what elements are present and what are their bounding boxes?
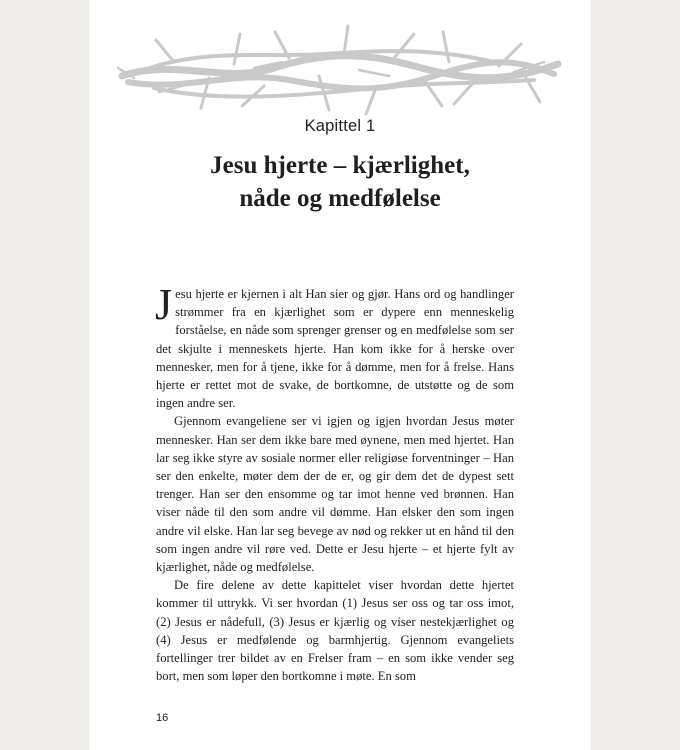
paragraph-1-text: esu hjerte er kjernen i alt Han sier og gjør. Hans ord og handlinger strømmer fra en kjærlighet som er dypere enn menneskelig forståelse, en nåde som sprenger grenser og en medfølelse som ser det skjulte i menneskets hjerte. Han kom ikke for å herske over mennesker, men for å tjene, ikke for å dømme, men for å frelse. Hans hjerte er rettet mot de svake, de bortkomne, de utstøtte og de som ingen andre ser. — [156, 287, 514, 411]
crown-of-thorns-icon — [114, 18, 566, 128]
page-number: 16 — [156, 712, 169, 724]
book-page — [89, 0, 591, 750]
paragraph-2: Gjennom evangeliene ser vi igjen og igjen hvordan Jesus møter mennesker. Han ser dem ikke bare med øynene, men med hjertet. Han lar seg ikke styre av sosiale normer eller religiøse forventninger – Han ser den enkelte, møter dem der de er, og gir dem det de dypest sett trenger. Han ser den ensomme og tar imot henne ved brønnen. Han viser nåde til den som andre vil dømme. Han elsker den som ingen andre vil elske. Han lar seg bevege av nød og rekker ut en hånd til den som ingen andre vil røre ved. Dette er Jesu hjerte – et hjerte fylt av kjærlighet, nåde og medfølelse. — [156, 414, 514, 575]
chapter-title-line-2: nåde og medfølelse — [239, 185, 441, 212]
chapter-title — [89, 149, 591, 215]
chapter-title-line-1: Jesu hjerte – kjærlighet, — [210, 152, 470, 179]
paragraph-1 — [155, 280, 514, 412]
paragraph-3: De fire delene av dette kapittelet viser hvordan dette hjertet kommer til uttrykk. Vi ser hvordan (1) Jesus ser oss og tar oss imot, (2) Jesus er nådefull, (3) Jesus er kjærlig og viser nestekjærlighet og (4) Jesus er medfølende og barmhjertig. Gjennom evangeliets fortellinger trer bildet av en Frelser fram – en som ikke vender seg bort, men som løper den bortkomne i møte. En som — [156, 578, 514, 684]
drop-cap: J — [155, 280, 173, 329]
body-text — [155, 280, 514, 685]
chapter-label: Kapittel 1 — [304, 117, 376, 135]
